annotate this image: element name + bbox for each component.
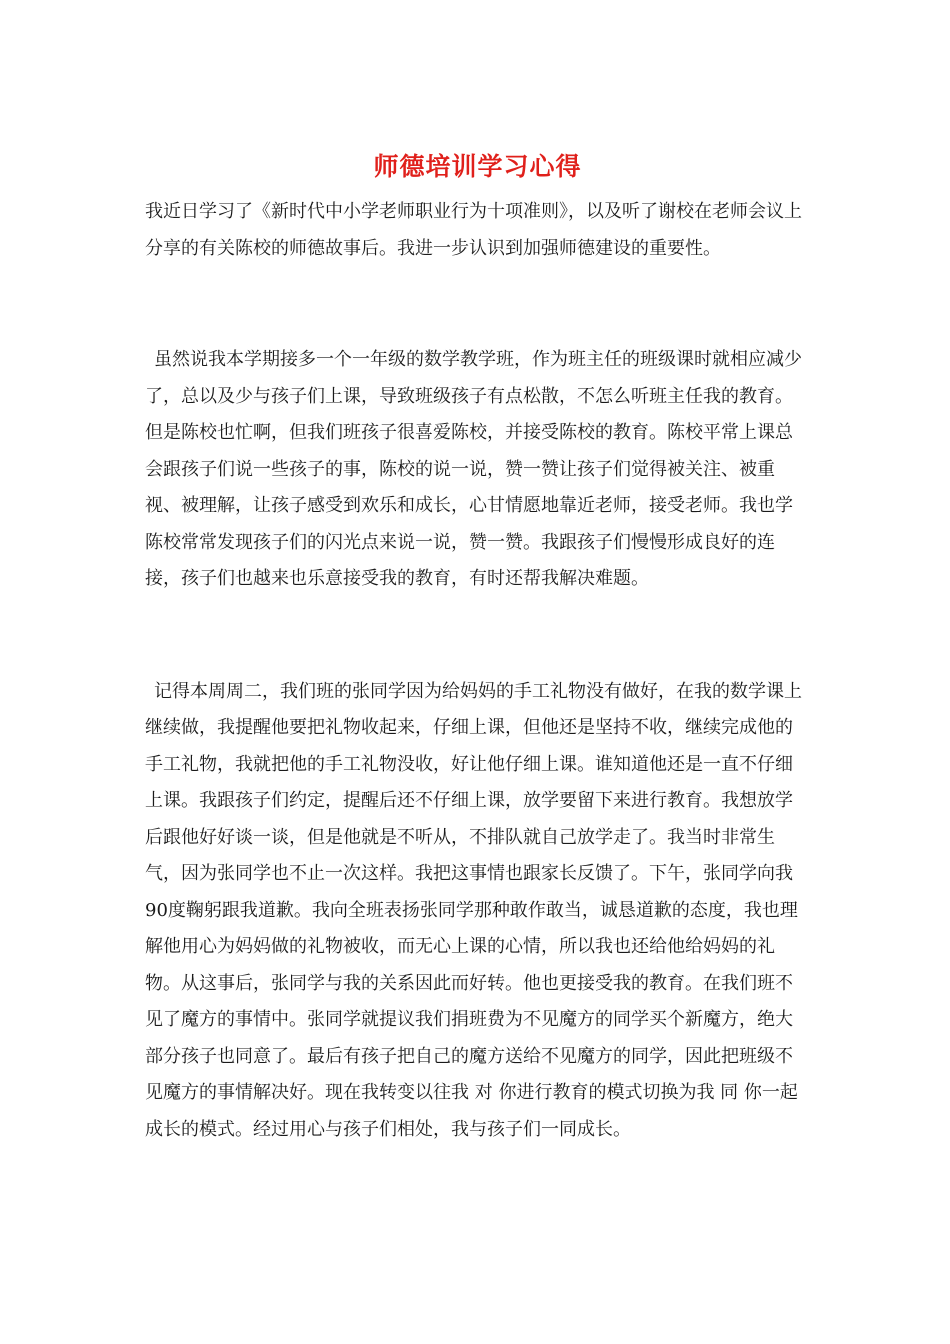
paragraph-1: 我近日学习了《新时代中小学老师职业行为十项准则》，以及听了谢校在老师会议上分享的有关陈校的师德故事后。我进一步认识到加强师德建设的重要性。 [145,201,802,259]
paragraph-3: 记得本周周二，我们班的张同学因为给妈妈的手工礼物没有做好，在我的数学课上继续做，我提醒他要把礼物收起来，仔细上课，但他还是坚持不收，继续完成他的手工礼物，我就把他的手工礼物没收，好让他仔细上课。谁知道他还是一直不仔细上课。我跟孩子们约定，提醒后还不仔细上课，放学要留下来进行教育。我想放学后跟他好好谈一谈，但是他就是不听从，不排队就自己放学走了。我当时非常生气，因为张同学也不止一次这样。我把这事情也跟家长反馈了。下午，张同学向我90度鞠躬跟我道歉。我向全班表扬张同学那种敢作敢当，诚恳道歉的态度，我也理解他用心为妈妈做的礼物被收，而无心上课的心情，所以我也还给他给妈妈的礼物。从这事后，张同学与我的关系因此而好转。他也更接受我的教育。在我们班不见了魔方的事情中。张同学就提议我们捐班费为不见魔方的同学买个新魔方，绝大部分孩子也同意了。最后有孩子把自己的魔方送给不见魔方的同学，因此把班级不见魔方的事情解决好。现在我转变以往我 对 你进行教育的模式切换为我 同 你一起成长的模式。经过用心与孩子们相处，我与孩子们一同成长。 [145,680,802,1140]
document-page [145,150,810,1148]
paragraph-2: 虽然说我本学期接多一个一年级的数学教学班，作为班主任的班级课时就相应减少了，总以及少与孩子们上课，导致班级孩子有点松散，不怎么听班主任我的教育。但是陈校也忙啊，但我们班孩子很喜爱陈校，并接受陈校的教育。陈校平常上课总会跟孩子们说一些孩子的事，陈校的说一说，赞一赞让孩子们觉得被关注、被重视、被理解，让孩子感受到欢乐和成长，心甘情愿地靠近老师，接受老师。我也学陈校常常发现孩子们的闪光点来说一说，赞一赞。我跟孩子们慢慢形成良好的连接，孩子们也越来也乐意接受我的教育，有时还帮我解决难题。 [145,349,802,589]
document-title: 师德培训学习心得 [373,152,582,181]
